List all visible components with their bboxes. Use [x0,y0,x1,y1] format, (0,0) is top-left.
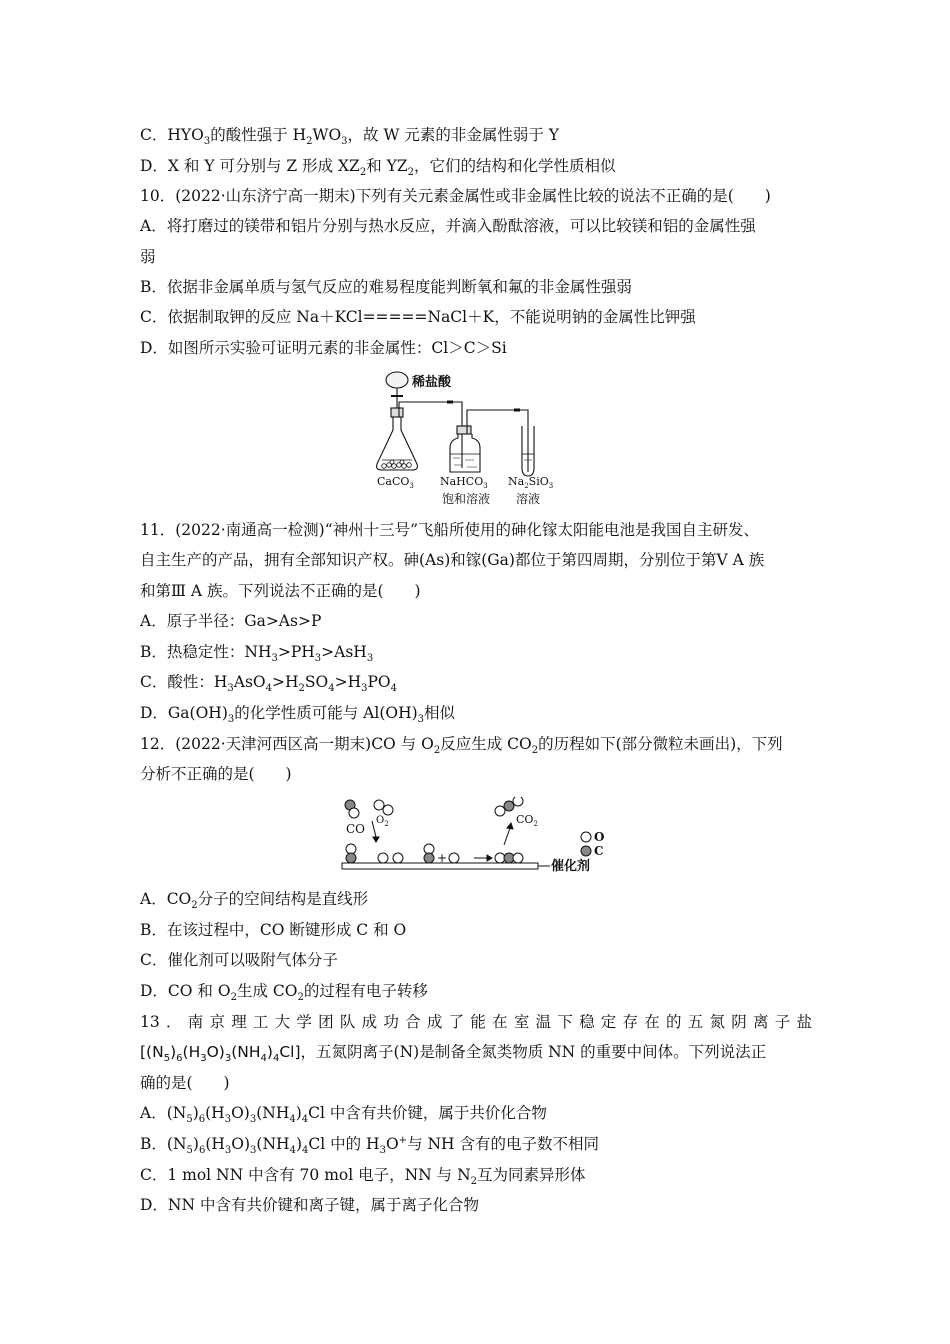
question-11-stem-3: 和第Ⅲ A 族。下列说法不正确的是( ) [140,582,421,600]
question-13-stem-3: 确的是( ) [140,1074,230,1092]
question-12-option-a: A．$CO_2$分子的空间结构是直线形 [140,890,369,912]
legend-o: O [594,830,605,844]
label-co2: $CO_2$ [516,813,538,828]
question-10-option-a: A．将打磨过的镁带和铝片分别与热水反应，并滴入酚酞溶液，可以比较镁和铝的金属性强 [140,217,756,235]
question-13-option-c: C．1 mol NN 中含有 70 mol 电子，NN 与 $N_2$互为同素异形体 [140,1166,586,1188]
catalyst-figure [338,797,628,882]
question-10-option-a-cont: 弱 [140,248,156,266]
option-line-d: D．X 和 Y 可分别与 Z 形成 $XZ_2$和 $YZ_2$，它们的结构和化学性质相似 [140,157,616,179]
question-13-stem-1: 13．南京理工大学团队成功合成了能在室温下稳定存在的五氮阴离子盐 [140,1013,812,1031]
question-13-option-d: D．NN 中含有共价键和离子键，属于离子化合物 [140,1196,479,1214]
question-10-option-d: D．如图所示实验可证明元素的非金属性：Cl＞C＞Si [140,339,507,357]
question-13-option-a: A．$(N_5)_6(H_3O)_3(NH_4)_4Cl$ 中含有共价键，属于共价化合物 [140,1104,547,1126]
question-12-option-c: C．催化剂可以吸附气体分子 [140,951,338,969]
label-nahco3: NaHCO$_3$ [440,475,488,490]
question-10-option-b: B．依据非金属单质与氢气反应的难易程度能判断氧和氟的非金属性强弱 [140,278,632,296]
label-o2: $O_2$ [376,815,389,828]
question-12-option-b: B．在该过程中，CO 断键形成 C 和 O [140,921,407,939]
question-11-option-c: C．酸性：$H_3AsO_4>H_2SO_4>H_3PO_4$ [140,673,397,695]
question-13-stem-2: $[(N_5)_6(H_3O)_3(NH_4)_4Cl]$，五氮阴离子(N)是制备全氮类物质 NN 的重要中间体。下列说法正 [140,1043,767,1065]
question-11-option-a: A．原子半径：Ga>As>P [140,612,322,630]
question-11-option-d: D．$Ga(OH)_3$的化学性质可能与 $Al(OH)_3$相似 [140,704,456,726]
legend-c: C [594,844,604,858]
label-dilute-hcl: 稀盐酸 [412,375,452,390]
label-na2sio3: $Na_2SiO_3$ [508,475,554,490]
question-12-stem-2: 分析不正确的是( ) [140,765,292,783]
label-solution: 溶液 [516,492,541,506]
label-co: CO [346,822,366,836]
question-10-stem: 10．(2022·山东济宁高一期末)下列有关元素金属性或非金属性比较的说法不正确的是( ) [140,187,771,205]
label-catalyst: 催化剂 [551,859,591,874]
label-caco3: CaCO$_3$ [377,475,414,490]
question-13-option-b: B．$(N_5)_6(H_3O)_3(NH_4)_4Cl$ 中的 $H_3O^+$与 NH 含有的电子数不相同 [140,1134,599,1157]
question-11-stem-2: 自主生产的产品，拥有全部知识产权。砷(As)和镓(Ga)都位于第四周期，分别位于第Ⅴ A 族 [140,551,765,569]
question-11-stem-1: 11．(2022·南通高一检测)“神州十三号”飞船所使用的砷化镓太阳能电池是我国自主研发、 [140,521,760,539]
apparatus-figure [370,368,580,510]
question-12-option-d: D．CO 和 $O_2$生成 $CO_2$的过程有电子转移 [140,982,428,1004]
option-line-c: C．$HYO_3$的酸性强于 $H_2WO_3$，故 W 元素的非金属性弱于 Y [140,126,559,148]
question-10-option-c: C．依据制取钾的反应 Na＋KCl=====NaCl＋K，不能说明钠的金属性比钾强 [140,308,696,326]
question-11-option-b: B．热稳定性：$NH_3>PH_3>AsH_3$ [140,643,374,665]
label-saturated-solution: 饱和溶液 [442,492,491,506]
label-plus: + [437,851,448,865]
question-12-stem-1: 12．(2022·天津河西区高一期末)CO 与 $O_2$反应生成 $CO_2$的历程如下(部分微粒未画出)，下列 [140,735,783,757]
